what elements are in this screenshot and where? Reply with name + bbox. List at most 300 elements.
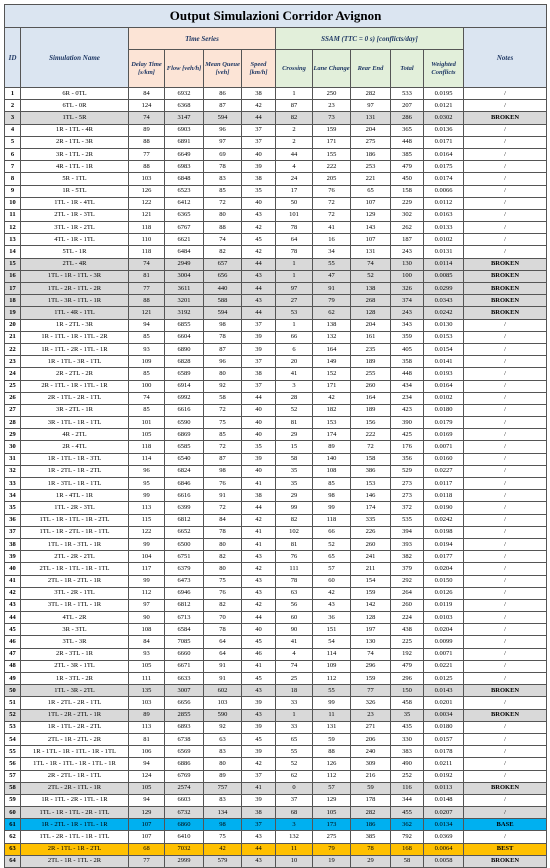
cell-mean-queue: 83 xyxy=(204,794,242,806)
cell-lane-change: 73 xyxy=(313,112,351,124)
cell-id: 19 xyxy=(5,307,21,319)
cell-lane-change: 129 xyxy=(313,794,351,806)
cell-total: 330 xyxy=(391,733,424,745)
cell-rear-end: 309 xyxy=(351,758,391,770)
cell-delay-time: 126 xyxy=(129,185,165,197)
cell-simulation-name: 1R - 2TL - 2R - 1TL xyxy=(21,697,129,709)
cell-delay-time: 99 xyxy=(129,538,165,550)
cell-rear-end: 128 xyxy=(351,307,391,319)
cell-speed: 39 xyxy=(242,746,276,758)
cell-speed: 42 xyxy=(242,514,276,526)
cell-rear-end: 97 xyxy=(351,100,391,112)
cell-total: 372 xyxy=(391,502,424,514)
table-row xyxy=(5,770,547,782)
cell-weighted-conflicts: 0.0117 xyxy=(424,478,464,490)
cell-crossing: 33 xyxy=(276,721,313,733)
cell-rear-end: 204 xyxy=(351,124,391,136)
cell-mean-queue: 134 xyxy=(204,807,242,819)
cell-total: 529 xyxy=(391,465,424,477)
cell-speed: 40 xyxy=(242,148,276,160)
cell-total: 458 xyxy=(391,697,424,709)
cell-delay-time: 135 xyxy=(129,685,165,697)
cell-id: 11 xyxy=(5,209,21,221)
cell-weighted-conflicts: 0.0175 xyxy=(424,161,464,173)
cell-mean-queue: 89 xyxy=(204,770,242,782)
table-row xyxy=(5,148,547,160)
cell-speed: 39 xyxy=(242,453,276,465)
cell-rear-end: 189 xyxy=(351,404,391,416)
cell-mean-queue: 78 xyxy=(204,624,242,636)
cell-mean-queue: 78 xyxy=(204,161,242,173)
cell-id: 44 xyxy=(5,612,21,624)
cell-lane-change: 55 xyxy=(313,258,351,270)
cell-flow: 6893 xyxy=(165,721,204,733)
cell-delay-time: 85 xyxy=(129,331,165,343)
cell-mean-queue: 76 xyxy=(204,478,242,490)
cell-delay-time: 81 xyxy=(129,270,165,282)
cell-speed: 41 xyxy=(242,782,276,794)
cell-total: 168 xyxy=(391,843,424,855)
cell-flow: 3004 xyxy=(165,270,204,282)
cell-lane-change: 173 xyxy=(313,819,351,831)
cell-crossing: 111 xyxy=(276,563,313,575)
cell-weighted-conflicts: 0.0126 xyxy=(424,587,464,599)
cell-speed: 39 xyxy=(242,794,276,806)
cell-flow: 6656 xyxy=(165,697,204,709)
cell-delay-time: 105 xyxy=(129,782,165,794)
cell-total: 326 xyxy=(391,283,424,295)
header-time-series: Time Series xyxy=(129,28,276,50)
cell-weighted-conflicts: 0.0171 xyxy=(424,136,464,148)
table-row xyxy=(5,660,547,672)
cell-mean-queue: 87 xyxy=(204,100,242,112)
cell-delay-time: 129 xyxy=(129,807,165,819)
cell-weighted-conflicts: 0.0190 xyxy=(424,502,464,514)
cell-speed: 37 xyxy=(242,124,276,136)
cell-lane-change: 112 xyxy=(313,673,351,685)
cell-weighted-conflicts: 0.0174 xyxy=(424,173,464,185)
cell-flow: 6846 xyxy=(165,478,204,490)
cell-rear-end: 282 xyxy=(351,807,391,819)
cell-delay-time: 118 xyxy=(129,222,165,234)
cell-id: 5 xyxy=(5,136,21,148)
cell-weighted-conflicts: 0.0204 xyxy=(424,563,464,575)
cell-crossing: 99 xyxy=(276,502,313,514)
cell-notes: / xyxy=(464,88,547,100)
cell-simulation-name: 1TL - 1R - 1TL - 2R - 1TL xyxy=(21,807,129,819)
cell-speed: 40 xyxy=(242,465,276,477)
cell-weighted-conflicts: 0.0195 xyxy=(424,88,464,100)
cell-speed: 35 xyxy=(242,185,276,197)
cell-delay-time: 89 xyxy=(129,124,165,136)
cell-lane-change: 65 xyxy=(313,551,351,563)
cell-total: 374 xyxy=(391,295,424,307)
cell-notes: / xyxy=(464,575,547,587)
cell-simulation-name: 1TL - 1R - 2TL - 1R - 1TL xyxy=(21,526,129,538)
cell-total: 394 xyxy=(391,526,424,538)
cell-mean-queue: 85 xyxy=(204,185,242,197)
cell-lane-change: 42 xyxy=(313,392,351,404)
table-row xyxy=(5,758,547,770)
cell-speed: 45 xyxy=(242,673,276,685)
cell-total: 792 xyxy=(391,831,424,843)
cell-speed: 42 xyxy=(242,222,276,234)
cell-simulation-name: 5TL - 1R xyxy=(21,246,129,258)
table-row xyxy=(5,161,547,173)
cell-mean-queue: 594 xyxy=(204,307,242,319)
cell-mean-queue: 78 xyxy=(204,331,242,343)
cell-delay-time: 103 xyxy=(129,173,165,185)
cell-id: 62 xyxy=(5,831,21,843)
cell-delay-time: 118 xyxy=(129,441,165,453)
cell-mean-queue: 75 xyxy=(204,417,242,429)
cell-flow: 6379 xyxy=(165,563,204,575)
cell-speed: 43 xyxy=(242,575,276,587)
cell-total: 379 xyxy=(391,563,424,575)
cell-lane-change: 131 xyxy=(313,721,351,733)
cell-total: 225 xyxy=(391,636,424,648)
cell-simulation-name: 2TL - 1R - 1TL - 1R - 1TL xyxy=(21,563,129,575)
cell-id: 41 xyxy=(5,575,21,587)
cell-rear-end: 159 xyxy=(351,673,391,685)
cell-notes: / xyxy=(464,368,547,380)
cell-total: 479 xyxy=(391,660,424,672)
cell-speed: 45 xyxy=(242,636,276,648)
cell-crossing: 53 xyxy=(276,307,313,319)
cell-rear-end: 326 xyxy=(351,697,391,709)
cell-weighted-conflicts: 0.0164 xyxy=(424,380,464,392)
cell-delay-time: 95 xyxy=(129,478,165,490)
cell-lane-change: 222 xyxy=(313,161,351,173)
cell-lane-change: 43 xyxy=(313,599,351,611)
cell-total: 286 xyxy=(391,112,424,124)
cell-weighted-conflicts: 0.0177 xyxy=(424,551,464,563)
cell-simulation-name: 6R - 0TL xyxy=(21,88,129,100)
cell-rear-end: 52 xyxy=(351,270,391,282)
cell-lane-change: 59 xyxy=(313,733,351,745)
cell-weighted-conflicts: 0.0141 xyxy=(424,356,464,368)
cell-speed: 44 xyxy=(242,283,276,295)
cell-notes: / xyxy=(464,770,547,782)
cell-delay-time: 110 xyxy=(129,234,165,246)
cell-delay-time: 90 xyxy=(129,612,165,624)
cell-rear-end: 260 xyxy=(351,380,391,392)
cell-simulation-name: 1R - 4TL - 1R xyxy=(21,490,129,502)
cell-simulation-name: 2TL - 3R - 1TL xyxy=(21,660,129,672)
cell-weighted-conflicts: 0.0153 xyxy=(424,331,464,343)
cell-total: 358 xyxy=(391,356,424,368)
cell-delay-time: 99 xyxy=(129,490,165,502)
cell-rear-end: 142 xyxy=(351,599,391,611)
cell-notes: / xyxy=(464,733,547,745)
cell-lane-change: 57 xyxy=(313,782,351,794)
table-row xyxy=(5,343,547,355)
cell-total: 385 xyxy=(391,148,424,160)
header-flow: Flow [veh/h] xyxy=(165,50,204,88)
cell-rear-end: 211 xyxy=(351,563,391,575)
cell-simulation-name: 2R - 1TL - 1R - 1TL - 1R xyxy=(21,380,129,392)
cell-mean-queue: 80 xyxy=(204,758,242,770)
cell-rear-end: 221 xyxy=(351,173,391,185)
cell-simulation-name: 1TL - 5R xyxy=(21,112,129,124)
cell-weighted-conflicts: 0.0242 xyxy=(424,307,464,319)
cell-mean-queue: 80 xyxy=(204,368,242,380)
cell-rear-end: 335 xyxy=(351,514,391,526)
cell-speed: 44 xyxy=(242,307,276,319)
cell-simulation-name: 6TL - 0R xyxy=(21,100,129,112)
cell-lane-change: 66 xyxy=(313,526,351,538)
cell-lane-change: 85 xyxy=(313,478,351,490)
cell-rear-end: 240 xyxy=(351,746,391,758)
cell-delay-time: 114 xyxy=(129,453,165,465)
cell-crossing: 60 xyxy=(276,612,313,624)
cell-flow: 6903 xyxy=(165,124,204,136)
cell-delay-time: 77 xyxy=(129,283,165,295)
cell-crossing: 37 xyxy=(276,794,313,806)
cell-id: 3 xyxy=(5,112,21,124)
cell-delay-time: 118 xyxy=(129,246,165,258)
cell-simulation-name: 4R - 1TL - 1R xyxy=(21,161,129,173)
cell-delay-time: 94 xyxy=(129,794,165,806)
cell-speed: 37 xyxy=(242,770,276,782)
cell-crossing: 62 xyxy=(276,770,313,782)
cell-lane-change: 79 xyxy=(313,295,351,307)
cell-delay-time: 121 xyxy=(129,209,165,221)
cell-rear-end: 156 xyxy=(351,417,391,429)
cell-simulation-name: 1TL - 1R - 4TL xyxy=(21,197,129,209)
cell-lane-change: 250 xyxy=(313,88,351,100)
cell-crossing: 56 xyxy=(276,599,313,611)
cell-lane-change: 55 xyxy=(313,685,351,697)
cell-notes: / xyxy=(464,100,547,112)
cell-notes: / xyxy=(464,490,547,502)
cell-speed: 38 xyxy=(242,173,276,185)
cell-rear-end: 296 xyxy=(351,660,391,672)
cell-notes: / xyxy=(464,234,547,246)
cell-rear-end: 241 xyxy=(351,551,391,563)
cell-lane-change: 118 xyxy=(313,514,351,526)
table-row xyxy=(5,124,547,136)
cell-simulation-name: 2R - 2TL - 1R - 1TL xyxy=(21,770,129,782)
table-row xyxy=(5,855,547,867)
cell-total: 344 xyxy=(391,794,424,806)
cell-id: 6 xyxy=(5,148,21,160)
cell-crossing: 28 xyxy=(276,392,313,404)
cell-notes: / xyxy=(464,502,547,514)
cell-delay-time: 112 xyxy=(129,587,165,599)
cell-lane-change: 155 xyxy=(313,148,351,160)
cell-id: 60 xyxy=(5,807,21,819)
cell-mean-queue: 72 xyxy=(204,441,242,453)
cell-id: 61 xyxy=(5,819,21,831)
cell-id: 50 xyxy=(5,685,21,697)
cell-simulation-name: 1R - 1TL - 4R xyxy=(21,124,129,136)
cell-speed: 43 xyxy=(242,709,276,721)
table-row xyxy=(5,465,547,477)
cell-mean-queue: 98 xyxy=(204,319,242,331)
cell-rear-end: 74 xyxy=(351,258,391,270)
cell-speed: 39 xyxy=(242,161,276,173)
cell-notes: / xyxy=(464,331,547,343)
cell-weighted-conflicts: 0.0085 xyxy=(424,270,464,282)
cell-rear-end: 107 xyxy=(351,197,391,209)
cell-rear-end: 158 xyxy=(351,453,391,465)
cell-notes: / xyxy=(464,161,547,173)
cell-crossing: 97 xyxy=(276,283,313,295)
cell-mean-queue: 97 xyxy=(204,136,242,148)
cell-weighted-conflicts: 0.0221 xyxy=(424,660,464,672)
cell-delay-time: 84 xyxy=(129,636,165,648)
table-row xyxy=(5,575,547,587)
cell-lane-change: 114 xyxy=(313,648,351,660)
cell-lane-change: 159 xyxy=(313,124,351,136)
cell-flow: 2949 xyxy=(165,258,204,270)
cell-simulation-name: 1TL - 1R - 1TL - 1R - 2TL xyxy=(21,514,129,526)
cell-crossing: 101 xyxy=(276,209,313,221)
cell-total: 176 xyxy=(391,441,424,453)
table-row xyxy=(5,624,547,636)
cell-simulation-name: 1TL - 2R - 1TL - 1R - 1TL xyxy=(21,831,129,843)
cell-rear-end: 216 xyxy=(351,770,391,782)
cell-simulation-name: 2TL - 2R - 1TL - 1R xyxy=(21,782,129,794)
cell-speed: 44 xyxy=(242,502,276,514)
cell-total: 343 xyxy=(391,319,424,331)
cell-weighted-conflicts: 0.0211 xyxy=(424,758,464,770)
cell-weighted-conflicts: 0.0242 xyxy=(424,514,464,526)
cell-id: 29 xyxy=(5,429,21,441)
cell-delay-time: 103 xyxy=(129,697,165,709)
cell-rear-end: 197 xyxy=(351,624,391,636)
cell-lane-change: 60 xyxy=(313,575,351,587)
cell-total: 425 xyxy=(391,429,424,441)
table-row xyxy=(5,429,547,441)
cell-rear-end: 146 xyxy=(351,490,391,502)
simulation-output-table xyxy=(4,4,547,868)
cell-mean-queue: 579 xyxy=(204,855,242,867)
cell-mean-queue: 83 xyxy=(204,746,242,758)
cell-id: 2 xyxy=(5,100,21,112)
cell-notes: / xyxy=(464,246,547,258)
table-row xyxy=(5,307,547,319)
cell-simulation-name: 1TL - 2R - 1TL - 2R xyxy=(21,283,129,295)
table-body xyxy=(5,88,547,868)
cell-flow: 6767 xyxy=(165,222,204,234)
cell-lane-change: 98 xyxy=(313,490,351,502)
header-rear-end: Rear End xyxy=(351,50,391,88)
cell-mean-queue: 70 xyxy=(204,612,242,624)
cell-speed: 42 xyxy=(242,563,276,575)
cell-notes: / xyxy=(464,526,547,538)
cell-speed: 37 xyxy=(242,819,276,831)
cell-crossing: 52 xyxy=(276,404,313,416)
table-container xyxy=(4,4,546,868)
cell-notes: / xyxy=(464,319,547,331)
cell-crossing: 68 xyxy=(276,807,313,819)
cell-mean-queue: 588 xyxy=(204,295,242,307)
cell-delay-time: 107 xyxy=(129,831,165,843)
cell-id: 27 xyxy=(5,404,21,416)
cell-crossing: 63 xyxy=(276,587,313,599)
cell-notes: / xyxy=(464,441,547,453)
cell-speed: 43 xyxy=(242,587,276,599)
cell-id: 1 xyxy=(5,88,21,100)
cell-notes: / xyxy=(464,599,547,611)
table-row xyxy=(5,453,547,465)
cell-delay-time: 115 xyxy=(129,514,165,526)
cell-simulation-name: 2R - 2TL - 2R xyxy=(21,368,129,380)
cell-id: 18 xyxy=(5,295,21,307)
table-row xyxy=(5,319,547,331)
cell-weighted-conflicts: 0.0148 xyxy=(424,794,464,806)
cell-delay-time: 113 xyxy=(129,502,165,514)
cell-lane-change: 42 xyxy=(313,587,351,599)
table-row xyxy=(5,112,547,124)
cell-simulation-name: 4TL - 1R - 1TL xyxy=(21,234,129,246)
cell-simulation-name: 3TL - 2R - 1TL xyxy=(21,587,129,599)
cell-mean-queue: 80 xyxy=(204,209,242,221)
cell-id: 12 xyxy=(5,222,21,234)
cell-delay-time: 122 xyxy=(129,526,165,538)
table-row xyxy=(5,648,547,660)
cell-id: 49 xyxy=(5,673,21,685)
cell-id: 25 xyxy=(5,380,21,392)
cell-weighted-conflicts: 0.0343 xyxy=(424,295,464,307)
cell-lane-change: 174 xyxy=(313,429,351,441)
cell-notes: / xyxy=(464,197,547,209)
cell-weighted-conflicts: 0.0178 xyxy=(424,746,464,758)
cell-weighted-conflicts: 0.0143 xyxy=(424,685,464,697)
cell-rear-end: 186 xyxy=(351,819,391,831)
cell-simulation-name: 1TL - 1R - 1TL - 1R - 1TL - 1R xyxy=(21,758,129,770)
cell-total: 393 xyxy=(391,538,424,550)
cell-notes: / xyxy=(464,343,547,355)
cell-weighted-conflicts: 0.0034 xyxy=(424,709,464,721)
cell-crossing: 81 xyxy=(276,417,313,429)
header-id: ID xyxy=(5,28,21,88)
cell-flow: 6368 xyxy=(165,100,204,112)
cell-notes: / xyxy=(464,697,547,709)
cell-simulation-name: 2TL - 4R xyxy=(21,258,129,270)
cell-id: 37 xyxy=(5,526,21,538)
cell-lane-change: 132 xyxy=(313,331,351,343)
cell-notes: BROKEN xyxy=(464,270,547,282)
cell-flow: 6523 xyxy=(165,185,204,197)
cell-delay-time: 85 xyxy=(129,404,165,416)
cell-crossing: 2 xyxy=(276,124,313,136)
cell-id: 16 xyxy=(5,270,21,282)
cell-id: 7 xyxy=(5,161,21,173)
cell-total: 455 xyxy=(391,807,424,819)
cell-weighted-conflicts: 0.0207 xyxy=(424,807,464,819)
cell-flow: 6671 xyxy=(165,660,204,672)
cell-delay-time: 74 xyxy=(129,392,165,404)
cell-speed: 39 xyxy=(242,343,276,355)
cell-crossing: 90 xyxy=(276,624,313,636)
cell-lane-change: 205 xyxy=(313,173,351,185)
cell-delay-time: 89 xyxy=(129,709,165,721)
cell-flow: 6484 xyxy=(165,246,204,258)
cell-notes: / xyxy=(464,148,547,160)
cell-notes: / xyxy=(464,136,547,148)
cell-weighted-conflicts: 0.0114 xyxy=(424,258,464,270)
cell-total: 362 xyxy=(391,819,424,831)
cell-simulation-name: 4TL - 2R xyxy=(21,612,129,624)
cell-notes: / xyxy=(464,514,547,526)
cell-lane-change: 138 xyxy=(313,319,351,331)
cell-flow: 6603 xyxy=(165,794,204,806)
cell-lane-change: 109 xyxy=(313,660,351,672)
cell-weighted-conflicts: 0.0163 xyxy=(424,209,464,221)
